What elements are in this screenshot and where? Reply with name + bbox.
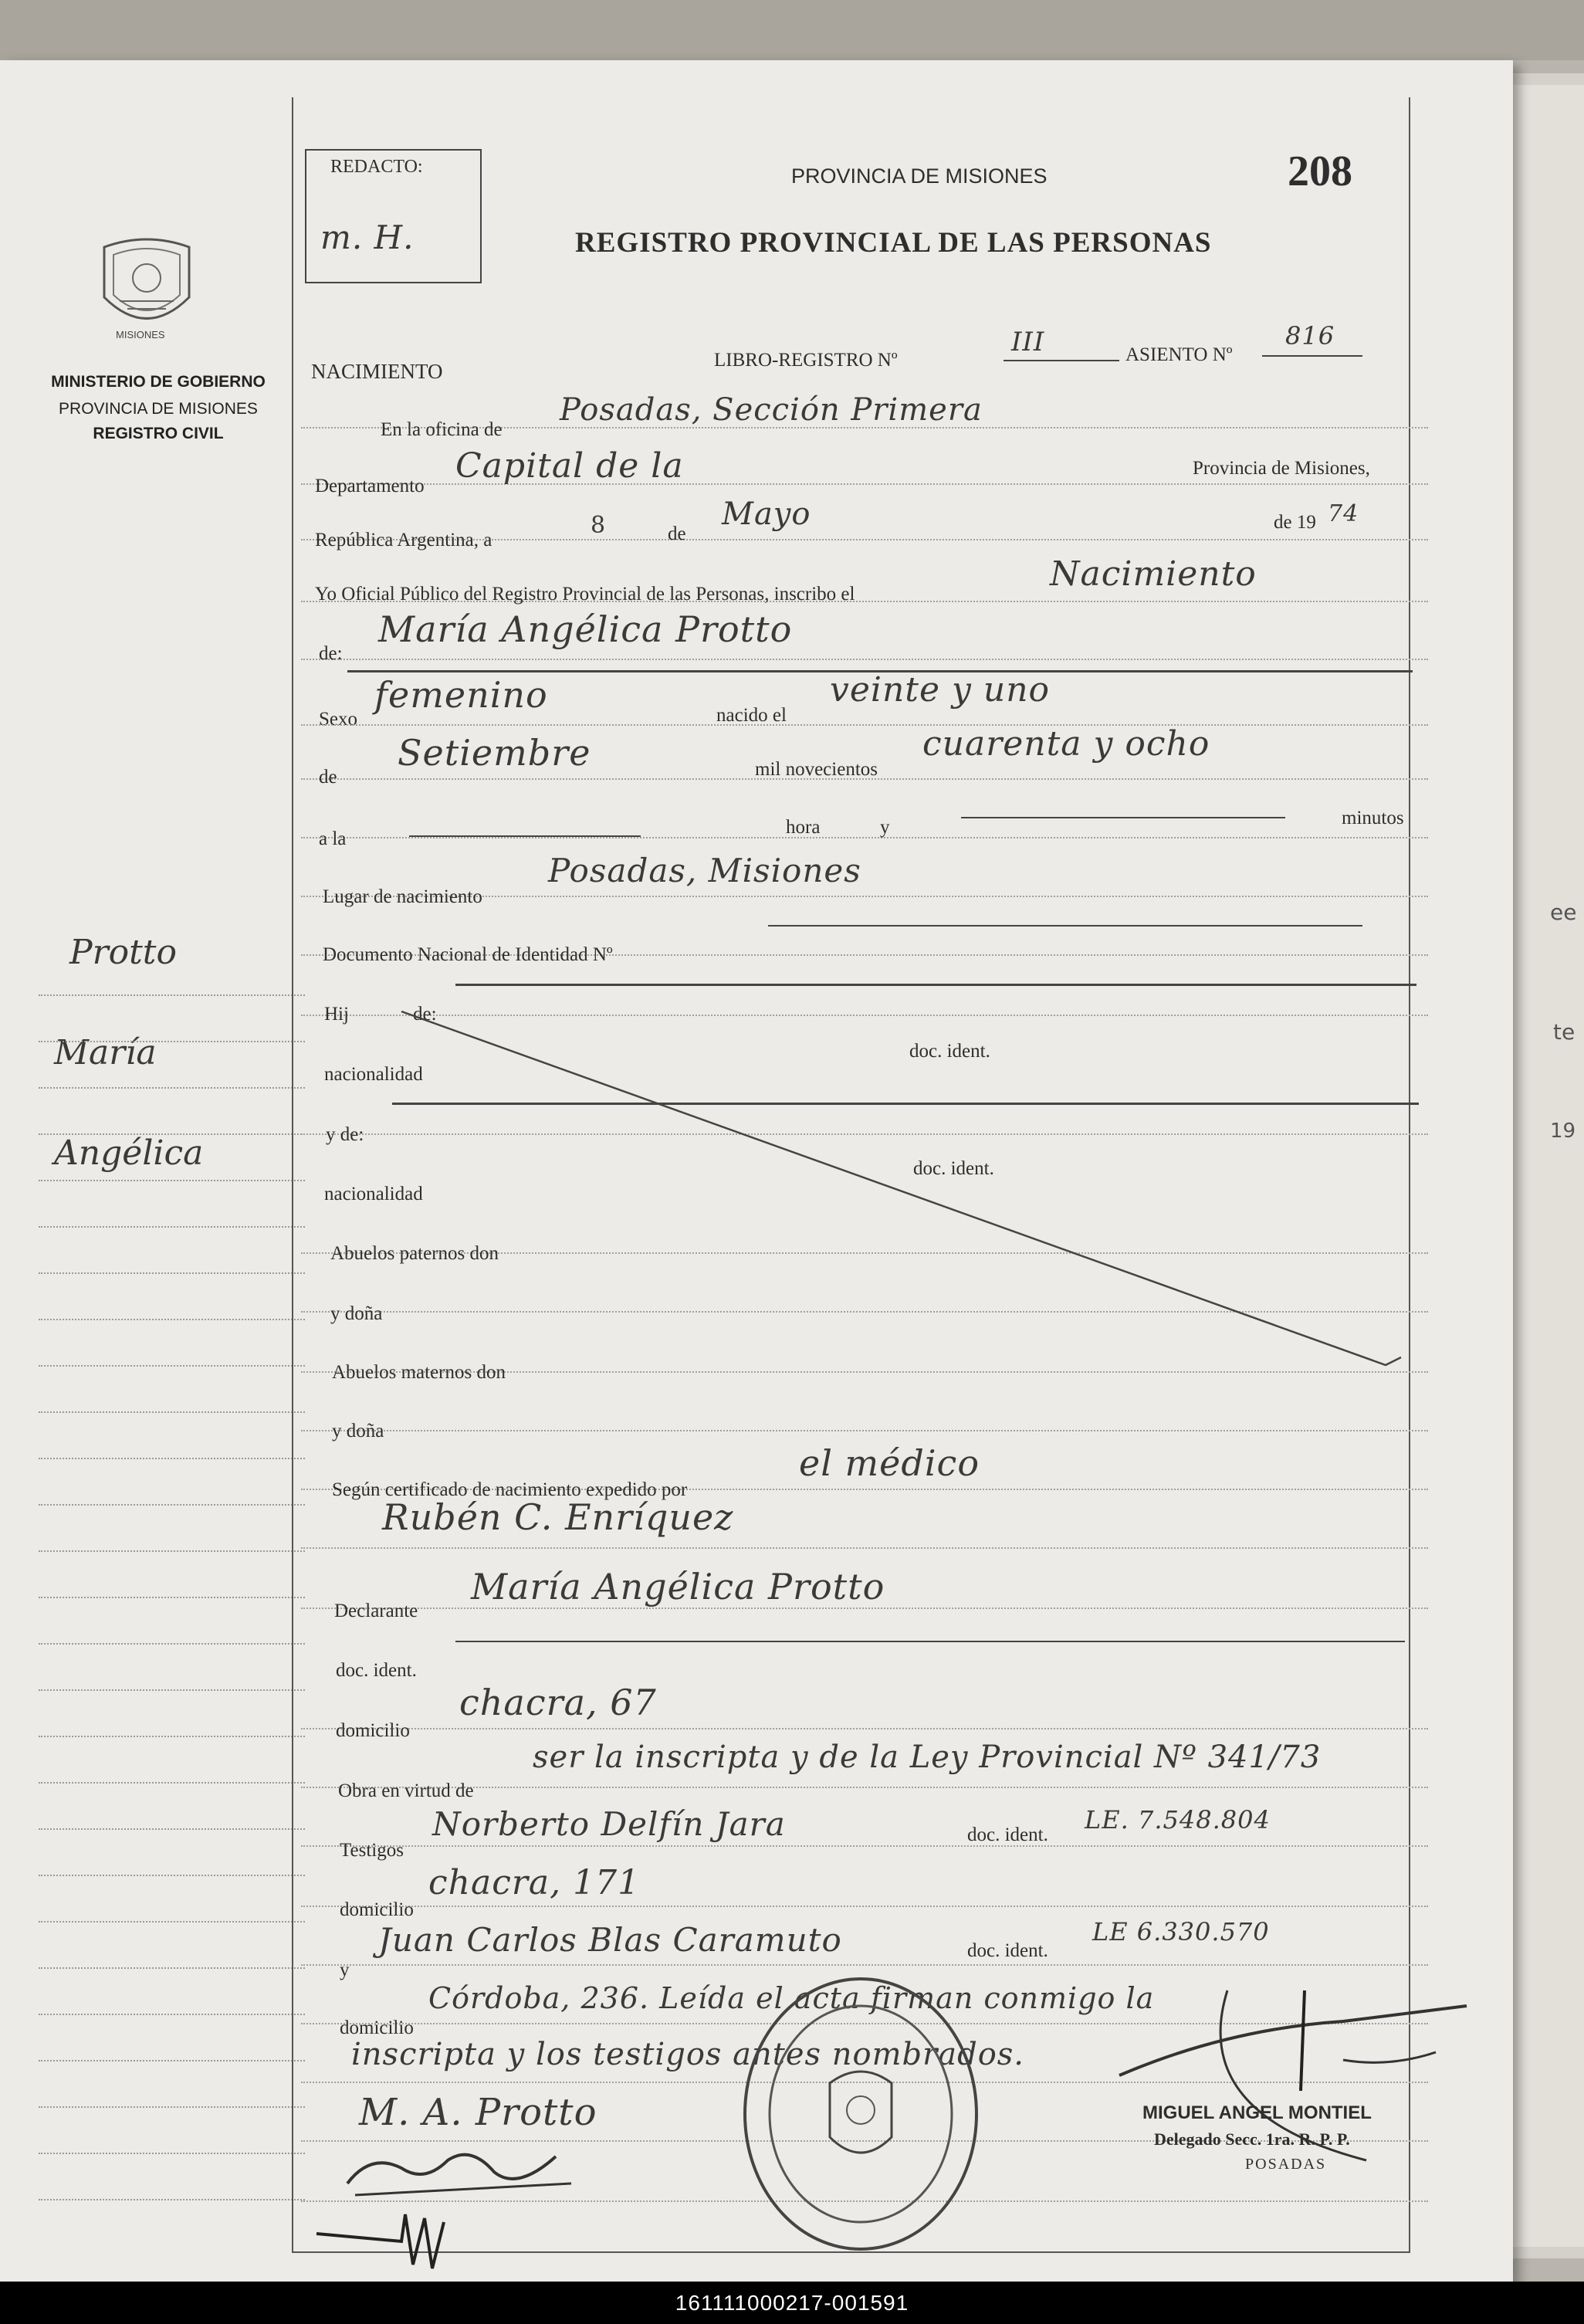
oficina-value: Posadas, Sección Primera <box>560 392 983 428</box>
year-value: 74 <box>1328 500 1359 527</box>
domicilio2-label: domicilio <box>340 1899 414 1920</box>
nacido-label: nacido el <box>716 705 787 726</box>
a-la-label: a la <box>319 828 347 849</box>
adjacent-page-mark: ee <box>1550 899 1577 925</box>
nacionalidad2-label: nacionalidad <box>324 1184 423 1204</box>
dni-label: Documento Nacional de Identidad Nº <box>323 944 613 965</box>
minutos-label: minutos <box>1342 808 1404 828</box>
asiento-value: 816 <box>1285 321 1335 351</box>
medico-value: Rubén C. Enríquez <box>382 1496 734 1538</box>
abuelos-paternos-label: Abuelos paternos don <box>330 1243 499 1264</box>
act-type-label: NACIMIENTO <box>311 360 443 383</box>
stub-registry-label: REGISTRO CIVIL <box>93 425 224 442</box>
oficial-text: Yo Oficial Público del Registro Provincial de las Personas, inscribo el <box>315 584 855 605</box>
document-title: REGISTRO PROVINCIAL DE LAS PERSONAS <box>575 227 1212 259</box>
doc-ident1-label: doc. ident. <box>909 1041 990 1062</box>
redacto-label: REDACTO: <box>330 157 423 177</box>
stub-province-label: PROVINCIA DE MISIONES <box>59 400 258 418</box>
declarant-signature: M. A. Protto <box>359 2091 597 2134</box>
registrant-name: María Angélica Protto <box>378 608 793 650</box>
testigo2-value: Juan Carlos Blas Caramuto <box>378 1921 842 1959</box>
header-province: PROVINCIA DE MISIONES <box>791 164 1048 188</box>
anio-value: cuarenta y ocho <box>922 724 1210 764</box>
declarante-label: Declarante <box>334 1601 418 1621</box>
mes-value: Setiembre <box>398 732 591 774</box>
domicilio1-label: domicilio <box>336 1720 410 1741</box>
hij-label: Hij <box>324 1004 349 1025</box>
act-value: Nacimiento <box>1050 554 1257 594</box>
de-name-label: de: <box>319 643 343 664</box>
testigo1-value: Norberto Delfín Jara <box>432 1805 786 1843</box>
oficina-label: En la oficina de <box>381 419 503 440</box>
nacido-value: veinte y uno <box>830 670 1051 710</box>
doc-ident2-label: doc. ident. <box>913 1158 994 1179</box>
abuelos-maternos-label: Abuelos maternos don <box>332 1362 506 1383</box>
closing-value: inscripta y los testigos antes nombrados. <box>351 2037 1025 2072</box>
lugar-value: Posadas, Misiones <box>548 852 861 889</box>
asiento-label: ASIENTO Nº <box>1125 344 1233 365</box>
domicilio3-value: Córdoba, 236. Leída el acta firman conmigo la <box>428 1981 1155 2015</box>
y-de-label: y de: <box>326 1124 364 1145</box>
margin-first-name: María <box>54 1033 157 1072</box>
y-label: y <box>880 817 890 838</box>
testigo1-doc: LE. 7.548.804 <box>1085 1805 1271 1834</box>
doc-ident3-label: doc. ident. <box>336 1660 417 1681</box>
mil-label: mil novecientos <box>755 759 878 780</box>
day-value: 8 <box>591 512 607 539</box>
nacionalidad1-label: nacionalidad <box>324 1064 423 1085</box>
sexo-label: Sexo <box>319 709 357 730</box>
page-number: 208 <box>1288 147 1352 195</box>
officer-city: POSADAS <box>1245 2156 1327 2173</box>
seal-caption: MISIONES <box>116 329 165 340</box>
redacto-value: m. H. <box>320 219 415 256</box>
domicilio2-value: chacra, 171 <box>428 1863 641 1902</box>
de-label: de <box>668 523 686 544</box>
margin-middle-name: Angélica <box>54 1133 204 1173</box>
margin-surname: Protto <box>69 933 177 972</box>
domicilio1-value: chacra, 67 <box>459 1682 657 1723</box>
witness-signature-scribble <box>309 2203 509 2280</box>
adjacent-page-mark: 19 <box>1550 1120 1576 1143</box>
hij-de-label: de: <box>413 1004 437 1025</box>
doc-ident3-line <box>455 1641 1405 1642</box>
year-label: de 19 <box>1274 512 1316 533</box>
de-mes-label: de <box>319 767 337 788</box>
ministry-label: MINISTERIO DE GOBIERNO <box>51 373 266 391</box>
domicilio3-label: domicilio <box>340 2017 414 2038</box>
month-value: Mayo <box>722 496 811 532</box>
declarante-value: María Angélica Protto <box>471 1566 885 1607</box>
witness-signature-scribble <box>340 2137 594 2207</box>
registry-seal-icon <box>733 1967 988 2261</box>
certificado-label: Según certificado de nacimiento expedido por <box>332 1479 688 1500</box>
adjacent-page-mark: te <box>1553 1019 1576 1045</box>
provincia-suffix: Provincia de Misiones, <box>1193 458 1370 479</box>
departamento-value: Capital de la <box>455 446 684 486</box>
officer-role: Delegado Secc. 1ra. R. P. P. <box>1154 2129 1350 2149</box>
officer-name: MIGUEL ANGEL MONTIEL <box>1142 2102 1372 2123</box>
register-page <box>0 60 1513 2284</box>
lugar-label: Lugar de nacimiento <box>323 886 482 907</box>
libro-label: LIBRO-REGISTRO Nº <box>714 350 898 371</box>
back-page <box>0 0 1584 60</box>
doc-ident4-label: doc. ident. <box>967 1824 1048 1845</box>
doc-ident5-label: doc. ident. <box>967 1940 1048 1961</box>
hora-label: hora <box>786 817 821 838</box>
y2-label: y <box>340 1960 350 1980</box>
y-dona2-label: y doña <box>332 1421 384 1441</box>
departamento-label: Departamento <box>315 476 425 496</box>
certificado-value: el médico <box>799 1442 980 1484</box>
y-dona1-label: y doña <box>330 1303 383 1324</box>
testigo2-doc: LE 6.330.570 <box>1092 1917 1270 1946</box>
sexo-value: femenino <box>374 674 548 716</box>
republica-label: República Argentina, a <box>315 530 492 551</box>
obra-value: ser la inscripta y de la Ley Provincial Nº 341/73 <box>533 1740 1322 1775</box>
testigos-label: Testigos <box>340 1840 404 1861</box>
obra-label: Obra en virtud de <box>338 1780 474 1801</box>
image-id-bar: 161111000217-001591 <box>0 2282 1584 2324</box>
libro-value: III <box>1011 327 1045 357</box>
